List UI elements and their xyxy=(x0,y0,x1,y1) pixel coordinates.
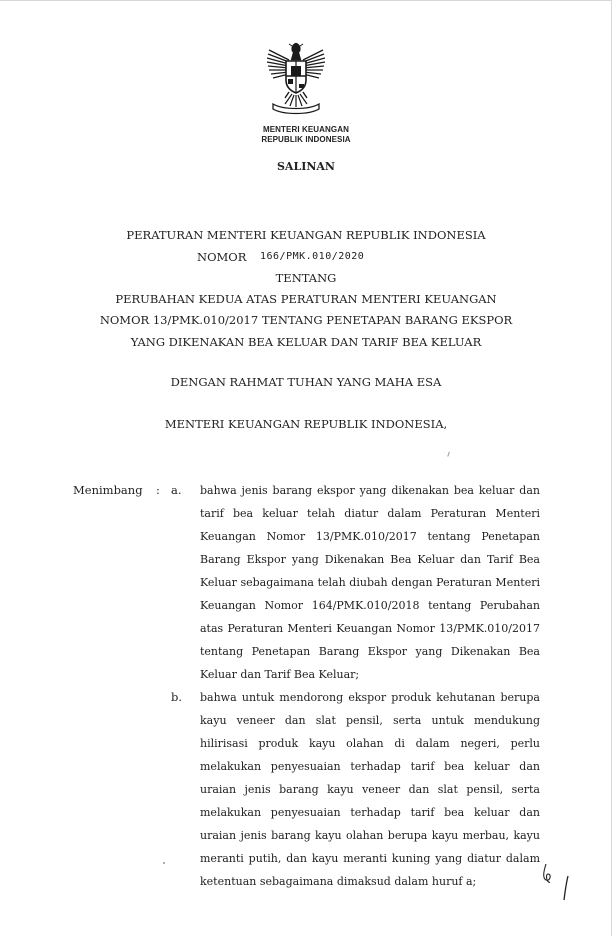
item-b-line-8: meranti putih, dan kayu meranti kuning yang diatur dalam xyxy=(200,852,540,865)
tentang-label: TENTANG xyxy=(275,271,337,285)
garuda-emblem-icon xyxy=(263,40,329,118)
item-b-line-9: ketentuan sebagaimana dimaksud dalam huruf a; xyxy=(200,875,477,888)
item-b-line-1: bahwa untuk mendorong ekspor produk kehutanan berupa xyxy=(200,691,540,704)
subject-line-3: YANG DIKENAKAN BEA KELUAR DAN TARIF BEA KELUAR xyxy=(130,335,482,349)
rahmat-line: DENGAN RAHMAT TUHAN YANG MAHA ESA xyxy=(170,375,442,389)
item-a-marker: a. xyxy=(171,483,182,497)
item-a-line-5: Keluar sebagaimana telah diubah dengan Peraturan Menteri xyxy=(200,576,540,589)
page-top-border xyxy=(0,0,612,1)
item-a-line-8: tentang Penetapan Barang Ekspor yang Dikenakan Bea xyxy=(200,645,540,658)
stray-mark xyxy=(447,452,452,458)
menimbang-colon: : xyxy=(156,483,160,497)
item-b-line-2: kayu veneer dan slat pensil, serta untuk mendukung xyxy=(200,714,540,727)
menimbang-label: Menimbang xyxy=(73,483,143,497)
menteri-line: MENTERI KEUANGAN REPUBLIK INDONESIA, xyxy=(164,417,448,431)
item-a-line-3: Keuangan Nomor 13/PMK.010/2017 tentang Penetapan xyxy=(200,530,540,543)
stray-dot xyxy=(163,862,165,864)
item-b-marker: b. xyxy=(171,690,183,704)
item-a-line-7: atas Peraturan Menteri Keuangan Nomor 13/PMK.010/2017 xyxy=(200,622,540,635)
regulation-title: PERATURAN MENTERI KEUANGAN REPUBLIK INDONESIA xyxy=(126,228,486,242)
item-a-line-4: Barang Ekspor yang Dikenakan Bea Keluar dan Tarif Bea xyxy=(200,553,540,566)
item-a-line-1: bahwa jenis barang ekspor yang dikenakan bea keluar dan xyxy=(200,484,540,497)
paraf-signature-icon xyxy=(538,860,578,902)
subject-line-1: PERUBAHAN KEDUA ATAS PERATURAN MENTERI KEUANGAN xyxy=(115,292,497,306)
item-b-line-6: melakukan penyesuaian terhadap tarif bea keluar dan xyxy=(200,806,540,819)
subject-line-2: NOMOR 13/PMK.010/2017 TENTANG PENETAPAN BARANG EKSPOR xyxy=(99,313,513,327)
ministry-line2: REPUBLIK INDONESIA xyxy=(261,135,351,144)
item-b-line-4: melakukan penyesuaian terhadap tarif bea keluar dan xyxy=(200,760,540,773)
item-a-line-9: Keluar dan Tarif Bea Keluar; xyxy=(200,668,360,681)
item-b-line-7: uraian jenis barang kayu olahan berupa kayu merbau, kayu xyxy=(200,829,540,842)
item-a-line-6: Keuangan Nomor 164/PMK.010/2018 tentang Perubahan xyxy=(200,599,540,612)
item-a-line-2: tarif bea keluar telah diatur dalam Peraturan Menteri xyxy=(200,507,540,520)
salinan-label: SALINAN xyxy=(276,160,335,173)
item-b-line-3: hilirisasi produk kayu olahan di dalam negeri, perlu xyxy=(200,737,540,750)
nomor-value: 166/PMK.010/2020 xyxy=(260,251,365,262)
ministry-line1: MENTERI KEUANGAN xyxy=(262,125,350,134)
item-b-line-5: uraian jenis barang kayu veneer dan slat pensil, serta xyxy=(200,783,540,796)
nomor-label: NOMOR xyxy=(197,250,247,264)
